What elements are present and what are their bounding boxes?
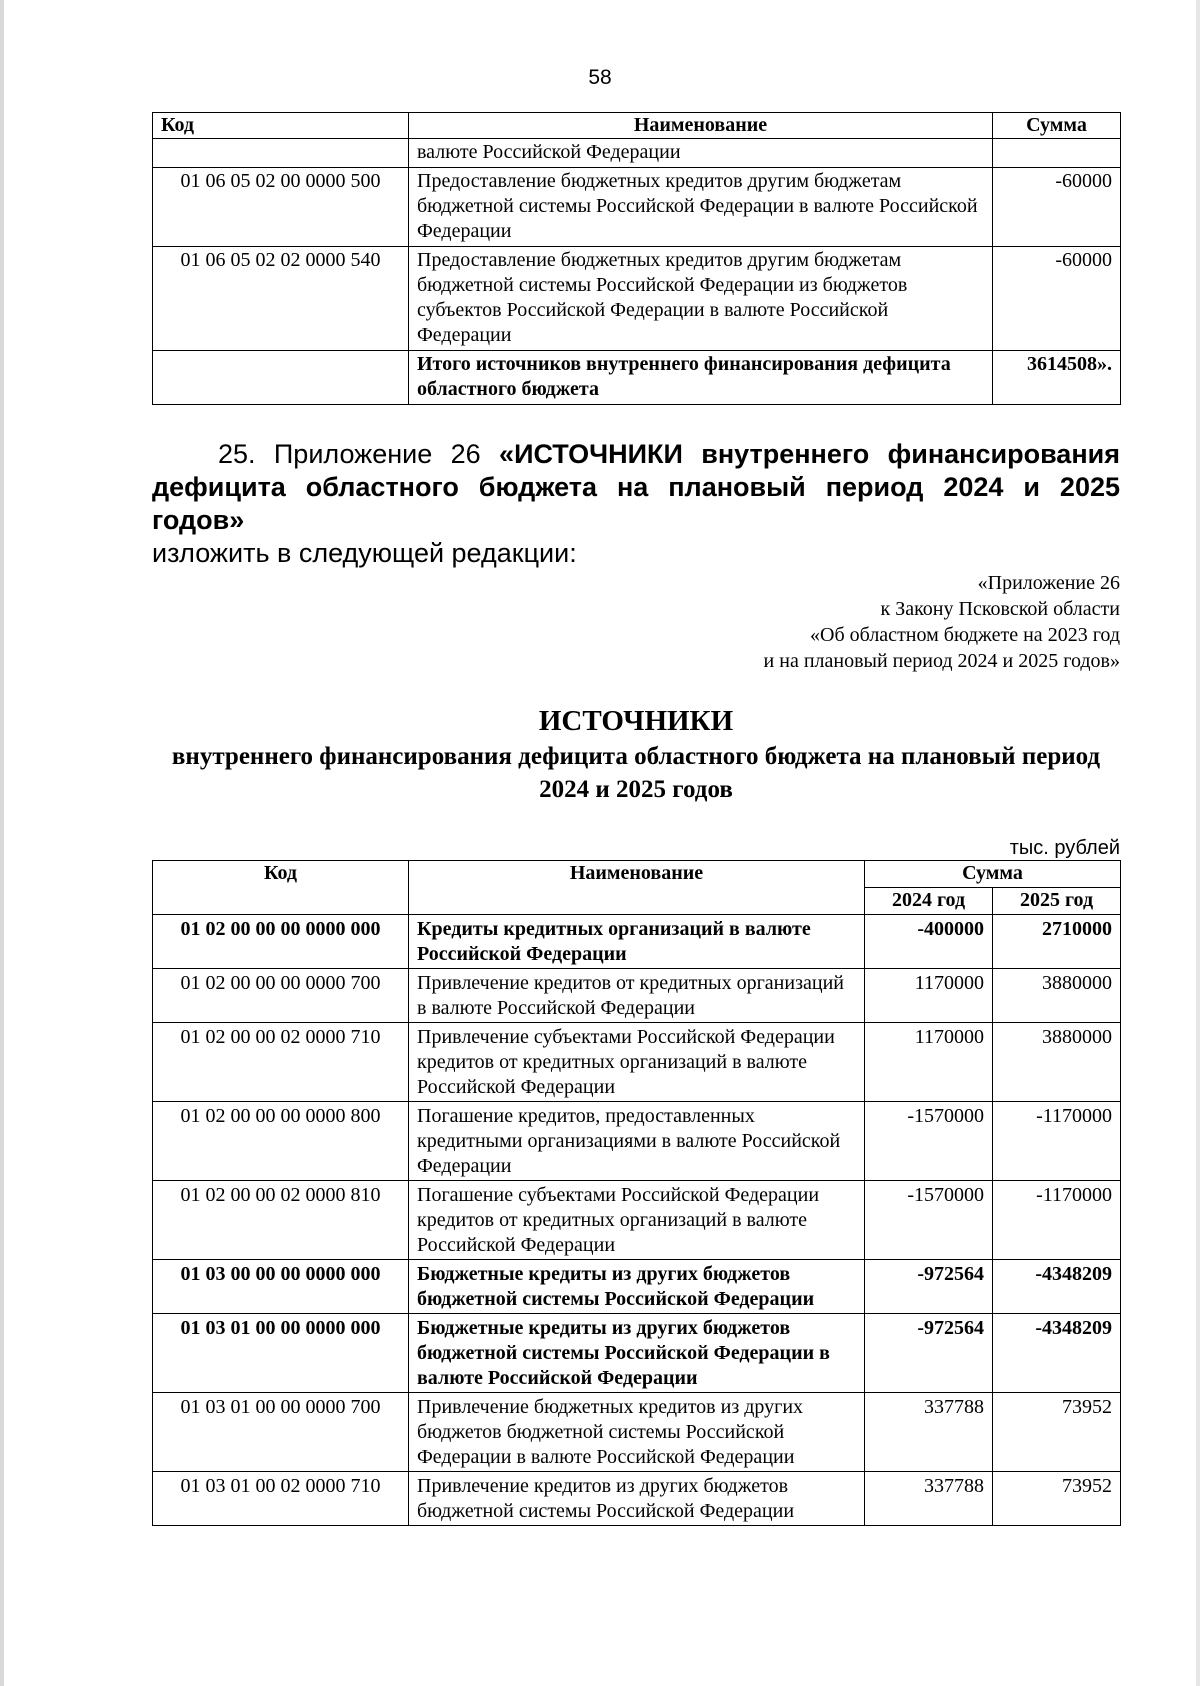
row-code: 01 03 00 00 00 0000 000 xyxy=(153,1260,409,1314)
column-header-2024: 2024 год xyxy=(865,888,993,915)
row-code: 01 02 00 00 00 0000 800 xyxy=(153,1102,409,1181)
row-code xyxy=(153,351,409,405)
row-2024: -1570000 xyxy=(865,1181,993,1260)
row-2025: 73952 xyxy=(993,1393,1121,1472)
row-code: 01 03 01 00 02 0000 710 xyxy=(153,1472,409,1526)
table-row xyxy=(153,139,1121,168)
row-code: 01 06 05 02 00 0000 500 xyxy=(153,168,409,247)
row-code xyxy=(153,139,409,168)
table-header-row xyxy=(153,861,1121,888)
row-2024: -972564 xyxy=(865,1260,993,1314)
table-row xyxy=(153,1472,1121,1526)
row-name: Итого источников внутреннего финансирования дефицита областного бюджета xyxy=(409,351,993,405)
appendix-reference xyxy=(600,570,1120,674)
row-name: Погашение субъектами Российской Федерации кредитов от кредитных организаций в валюте Российской Федерации xyxy=(409,1181,865,1260)
row-name: Предоставление бюджетных кредитов другим бюджетам бюджетной системы Российской Федерации в валюте Российской Федерации xyxy=(409,168,993,247)
column-header-code: Код xyxy=(153,113,409,139)
row-name: Бюджетные кредиты из других бюджетов бюджетной системы Российской Федерации в валюте Российской Федерации xyxy=(409,1314,865,1393)
row-2025: 73952 xyxy=(993,1472,1121,1526)
row-name: валюте Российской Федерации xyxy=(409,139,993,168)
row-code: 01 03 01 00 00 0000 000 xyxy=(153,1314,409,1393)
row-code: 01 06 05 02 02 0000 540 xyxy=(153,247,409,351)
column-header-name: Наименование xyxy=(409,861,865,915)
heading-subtitle: внутреннего финансирования дефицита областного бюджета на плановый период 2024 и 2025 годов xyxy=(171,743,1101,803)
appendix-line: к Закону Псковской области xyxy=(880,598,1120,620)
appendix-line: и на плановый период 2024 и 2025 годов» xyxy=(763,650,1120,672)
row-2024: 1170000 xyxy=(865,1023,993,1102)
row-sum: -60000 xyxy=(993,168,1121,247)
scan-edge-right xyxy=(1196,0,1200,1686)
row-code: 01 02 00 00 02 0000 810 xyxy=(153,1181,409,1260)
amendment-number: 25. Приложение 26 xyxy=(218,439,481,469)
column-header-2025: 2025 год xyxy=(993,888,1121,915)
row-name: Привлечение кредитов из других бюджетов бюджетной системы Российской Федерации xyxy=(409,1472,865,1526)
row-2024: -972564 xyxy=(865,1314,993,1393)
row-2025: -1170000 xyxy=(993,1181,1121,1260)
table-row xyxy=(153,1102,1121,1181)
row-2024: 1170000 xyxy=(865,969,993,1023)
row-name: Кредиты кредитных организаций в валюте Российской Федерации xyxy=(409,915,865,969)
row-2025: -1170000 xyxy=(993,1102,1121,1181)
document-heading xyxy=(152,702,1120,806)
table-row xyxy=(153,969,1121,1023)
column-header-name: Наименование xyxy=(409,113,993,139)
table-row xyxy=(153,1393,1121,1472)
units-label: тыс. рублей xyxy=(1009,837,1120,859)
sources-table xyxy=(152,860,1121,1526)
amendment-lead xyxy=(152,438,1120,537)
row-2025: 2710000 xyxy=(993,915,1121,969)
row-2024: 337788 xyxy=(865,1472,993,1526)
row-code: 01 02 00 00 00 0000 000 xyxy=(153,915,409,969)
row-sum xyxy=(993,139,1121,168)
row-sum: -60000 xyxy=(993,247,1121,351)
row-code: 01 02 00 00 02 0000 710 xyxy=(153,1023,409,1102)
amendment-rest: изложить в следующей редакции: xyxy=(152,538,577,568)
column-header-sum: Сумма xyxy=(993,113,1121,139)
table-header-row xyxy=(153,113,1121,139)
row-2025: -4348209 xyxy=(993,1314,1121,1393)
appendix-line: «Приложение 26 xyxy=(977,572,1120,594)
row-name: Бюджетные кредиты из других бюджетов бюджетной системы Российской Федерации xyxy=(409,1260,865,1314)
row-name: Погашение кредитов, предоставленных кредитными организациями в валюте Российской Федерации xyxy=(409,1102,865,1181)
appendix-line: «Об областном бюджете на 2023 год xyxy=(810,624,1120,646)
row-2025: 3880000 xyxy=(993,969,1121,1023)
page-number: 58 xyxy=(588,66,612,89)
row-name: Привлечение субъектами Российской Федерации кредитов от кредитных организаций в валюте Российской Федерации xyxy=(409,1023,865,1102)
total-row xyxy=(153,351,1121,405)
heading-title: ИСТОЧНИКИ xyxy=(538,705,734,737)
column-header-code: Код xyxy=(153,861,409,915)
row-2025: -4348209 xyxy=(993,1260,1121,1314)
row-2024: -1570000 xyxy=(865,1102,993,1181)
table-row xyxy=(153,1023,1121,1102)
amendment-paragraph xyxy=(152,438,1120,570)
table-row xyxy=(153,247,1121,351)
row-name: Привлечение бюджетных кредитов из других бюджетов бюджетной системы Российской Федерации в валюте Российской Федерации xyxy=(409,1393,865,1472)
amendment-quoted-title: «ИСТОЧНИКИ внутреннего финансирования дефицита областного бюджета на плановый период 2024 и 2025 годов» xyxy=(152,439,1120,535)
column-header-sum: Сумма xyxy=(865,861,1121,888)
row-code: 01 02 00 00 00 0000 700 xyxy=(153,969,409,1023)
continuation-table xyxy=(152,112,1121,405)
scan-edge-left xyxy=(0,0,4,1686)
row-sum: 3614508». xyxy=(993,351,1121,405)
table-row xyxy=(153,168,1121,247)
row-2024: -400000 xyxy=(865,915,993,969)
table-row xyxy=(153,1181,1121,1260)
row-2024: 337788 xyxy=(865,1393,993,1472)
table-row xyxy=(153,1260,1121,1314)
row-name: Привлечение кредитов от кредитных организаций в валюте Российской Федерации xyxy=(409,969,865,1023)
row-2025: 3880000 xyxy=(993,1023,1121,1102)
table-row xyxy=(153,915,1121,969)
row-name: Предоставление бюджетных кредитов другим бюджетам бюджетной системы Российской Федерации из бюджетов субъектов Российской Федерации в валюте Российской Федерации xyxy=(409,247,993,351)
table-row xyxy=(153,1314,1121,1393)
row-code: 01 03 01 00 00 0000 700 xyxy=(153,1393,409,1472)
